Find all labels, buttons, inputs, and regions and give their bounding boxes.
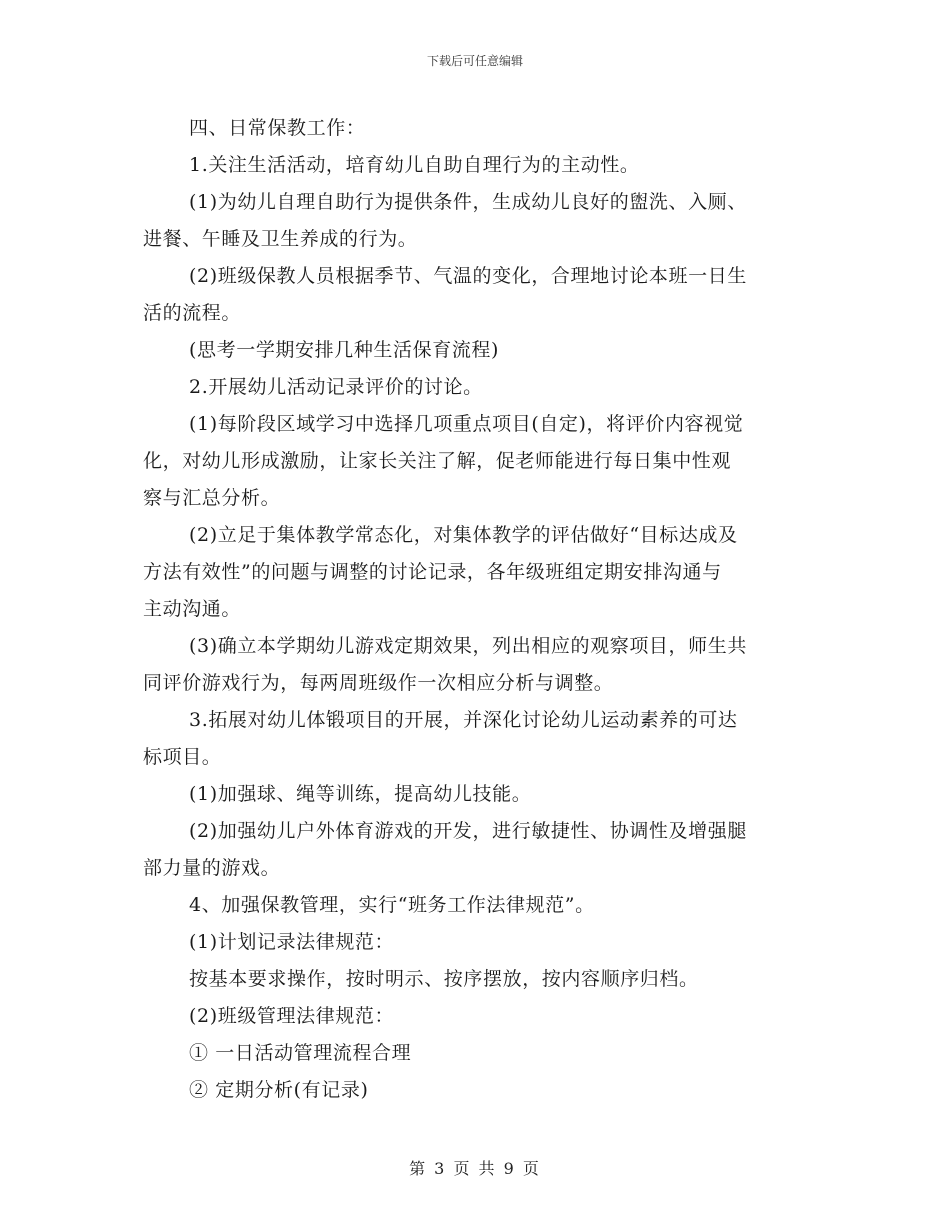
text-line: 活的流程。: [143, 302, 242, 324]
text-line: 标项目。: [143, 746, 222, 768]
text-line: (1)为幼儿自理自助行为提供条件，生成幼儿良好的盥洗、入厕、: [189, 191, 747, 213]
text-line: 3.拓展对幼儿体锻项目的开展，并深化讨论幼儿运动素养的可达: [189, 709, 738, 731]
header-note: 下载后可任意编辑: [426, 54, 523, 68]
text-line: 同评价游戏行为，每两周班级作一次相应分析与调整。: [143, 672, 614, 694]
text-line: 1.关注生活活动，培育幼儿自助自理行为的主动性。: [189, 154, 640, 176]
text-line: (1)加强球、绳等训练，提高幼儿技能。: [189, 783, 532, 805]
text-line: 部力量的游戏。: [143, 857, 281, 879]
text-line: 主动沟通。: [143, 598, 242, 620]
text-line: (1)计划记录法律规范：: [189, 931, 395, 953]
text-line: ① 一日活动管理流程合理: [189, 1042, 412, 1064]
text-line: (1)每阶段区域学习中选择几项重点项目(自定)，将评价内容视觉: [189, 413, 744, 435]
text-line: 察与汇总分析。: [143, 487, 281, 509]
text-line: (3)确立本学期幼儿游戏定期效果，列出相应的观察项目，师生共: [189, 635, 747, 657]
text-line: 方法有效性”的问题与调整的讨论记录，各年级班组定期安排沟通与: [143, 561, 722, 583]
text-line: 进餐、午睡及卫生养成的行为。: [143, 228, 418, 250]
text-line: 4、加强保教管理，实行“班务工作法律规范”。: [189, 894, 595, 916]
text-line: (思考一学期安排几种生活保育流程): [189, 339, 500, 361]
text-line: (2)加强幼儿户外体育游戏的开发，进行敏捷性、协调性及增强腿: [189, 820, 747, 842]
text-line: 四、日常保教工作：: [189, 117, 366, 139]
text-line: 2.开展幼儿活动记录评价的讨论。: [189, 376, 483, 398]
text-line: 化，对幼儿形成激励，让家长关注了解，促老师能进行每日集中性观: [143, 450, 732, 472]
document-body: [143, 110, 808, 1109]
text-line: (2)班级管理法律规范：: [189, 1005, 395, 1027]
text-line: 按基本要求操作，按时明示、按序摆放，按内容顺序归档。: [189, 968, 699, 990]
text-line: ② 定期分析(有记录): [189, 1079, 369, 1101]
text-line: (2)班级保教人员根据季节、气温的变化，合理地讨论本班一日生: [189, 265, 747, 287]
page-number: 第 3 页 共 9 页: [409, 1159, 541, 1178]
text-line: (2)立足于集体教学常态化，对集体教学的评估做好“目标达成及: [189, 524, 738, 546]
